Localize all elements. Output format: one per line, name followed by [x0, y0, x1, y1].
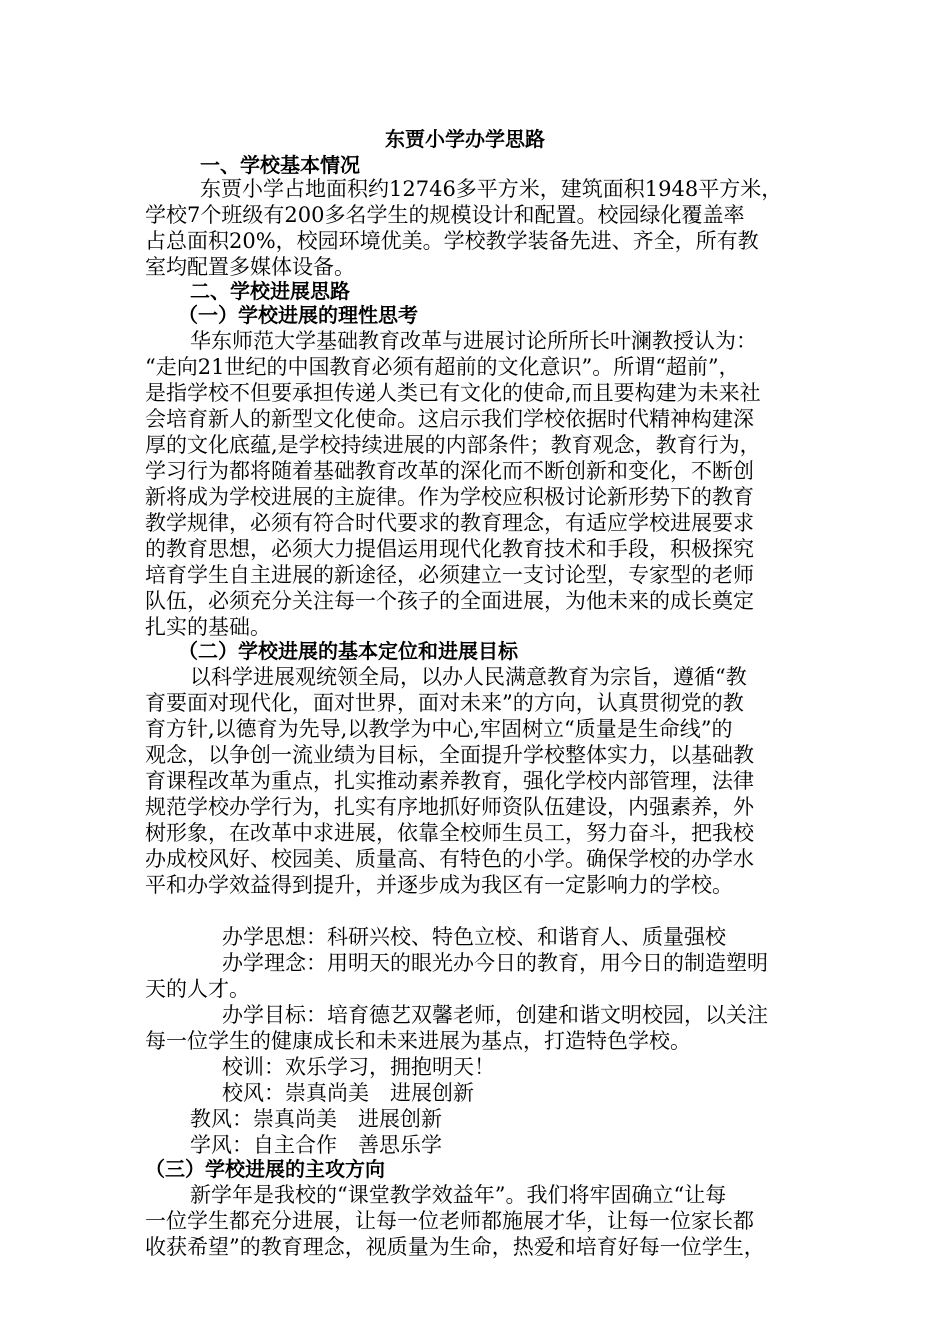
paragraph-line: 的教育思想，必须大力提倡运用现代化教育技术和手段，积极探究 — [145, 537, 754, 561]
paragraph-line: 学校7个班级有200多名学生的规模设计和配置。校园绿化覆盖率 — [145, 203, 745, 227]
school-concept-cont: 天的人才。 — [145, 977, 250, 1001]
paragraph-line: 新将成为学校进展的主旋律。作为学校应积极讨论新形势下的教育 — [145, 485, 754, 509]
study-style: 学风：自主合作 善思乐学 — [190, 1133, 442, 1157]
paragraph-line: 是指学校不但要承担传递人类已有文化的使命,而且要构建为未来社 — [145, 381, 761, 405]
paragraph-line: 观念，以争创一流业绩为目标，全面提升学校整体实力，以基础教 — [145, 743, 754, 767]
school-goal: 办学目标：培育德艺双馨老师，创建和谐文明校园，以关注 — [222, 1003, 768, 1027]
school-ethos: 校风：崇真尚美 进展创新 — [222, 1081, 474, 1105]
paragraph-line: 学习行为都将随着基础教育改革的深化而不断创新和变化，不断创 — [145, 459, 754, 483]
paragraph-line: 新学年是我校的“课堂教学效益年”。我们将牢固确立“让每 — [190, 1183, 727, 1207]
school-philosophy: 办学思想：科研兴校、特色立校、和谐育人、质量强校 — [222, 925, 726, 949]
paragraph-line: 育方针,以德育为先导,以教学为中心,牢固树立“质量是生命线”的 — [145, 717, 733, 741]
paragraph-line: 东贾小学占地面积约12746多平方米，建筑面积1948平方米， — [200, 177, 783, 201]
teaching-style: 教风：崇真尚美 进展创新 — [190, 1107, 442, 1131]
document-title: 东贾小学办学思路 — [385, 127, 545, 151]
paragraph-line: 占总面积20%，校园环境优美。学校教学装备先进、齐全，所有教 — [145, 229, 759, 253]
paragraph-line: 厚的文化底蕴,是学校持续进展的内部条件；教育观念，教育行为， — [145, 433, 761, 457]
subheading-main-direction: （三）学校进展的主攻方向 — [145, 1157, 385, 1181]
school-goal-cont: 每一位学生的健康成长和未来进展为基点，打造特色学校。 — [145, 1029, 691, 1053]
paragraph-line: 一位学生都充分进展，让每一位老师都施展才华，让每一位家长都 — [145, 1209, 754, 1233]
paragraph-line: 会培育新人的新型文化使命。这启示我们学校依据时代精神构建深 — [145, 407, 754, 431]
paragraph-line: 华东师范大学基础教育改革与进展讨论所所长叶澜教授认为： — [190, 329, 757, 353]
paragraph-line: 培育学生自主进展的新途径，必须建立一支讨论型，专家型的老师 — [145, 563, 754, 587]
paragraph-line: 收获希望”的教育理念，视质量为生命，热爱和培育好每一位学生， — [145, 1235, 765, 1259]
paragraph-line: 育要面对现代化，面对世界，面对未来”的方向，认真贯彻党的教 — [145, 691, 744, 715]
subheading-positioning-goals: （二）学校进展的基本定位和进展目标 — [178, 639, 518, 663]
paragraph-line: 室均配置多媒体设备。 — [145, 255, 355, 279]
school-concept: 办学理念：用明天的眼光办今日的教育，用今日的制造塑明 — [222, 951, 768, 975]
paragraph-line: 队伍，必须充分关注每一个孩子的全面进展，为他未来的成长奠定 — [145, 589, 754, 613]
heading-basic-info: 一、学校基本情况 — [200, 153, 360, 177]
paragraph-line: 平和办学效益得到提升，并逐步成为我区有一定影响力的学校。 — [145, 873, 733, 897]
heading-development-ideas: 二、学校进展思路 — [190, 279, 350, 303]
paragraph-line: 规范学校办学行为，扎实有序地抓好师资队伍建设，内强素养，外 — [145, 795, 754, 819]
paragraph-line: 教学规律，必须有符合时代要求的教育理念，有适应学校进展要求 — [145, 511, 754, 535]
paragraph-line: 树形象，在改革中求进展，依靠全校师生员工，努力奋斗，把我校 — [145, 821, 754, 845]
paragraph-line: 育课程改革为重点，扎实推动素养教育，强化学校内部管理，法律 — [145, 769, 754, 793]
paragraph-line: 以科学进展观统领全局，以办人民满意教育为宗旨，遵循“教 — [190, 665, 747, 689]
subheading-rational-thinking: （一）学校进展的理性思考 — [178, 303, 418, 327]
paragraph-line: 扎实的基础。 — [145, 615, 271, 639]
school-motto: 校训：欢乐学习，拥抱明天！ — [222, 1055, 495, 1079]
paragraph-line: 办成校风好、校园美、质量高、有特色的小学。确保学校的办学水 — [145, 847, 754, 871]
paragraph-line: “走向21世纪的中国教育必须有超前的文化意识”。所谓“超前”， — [145, 355, 740, 379]
